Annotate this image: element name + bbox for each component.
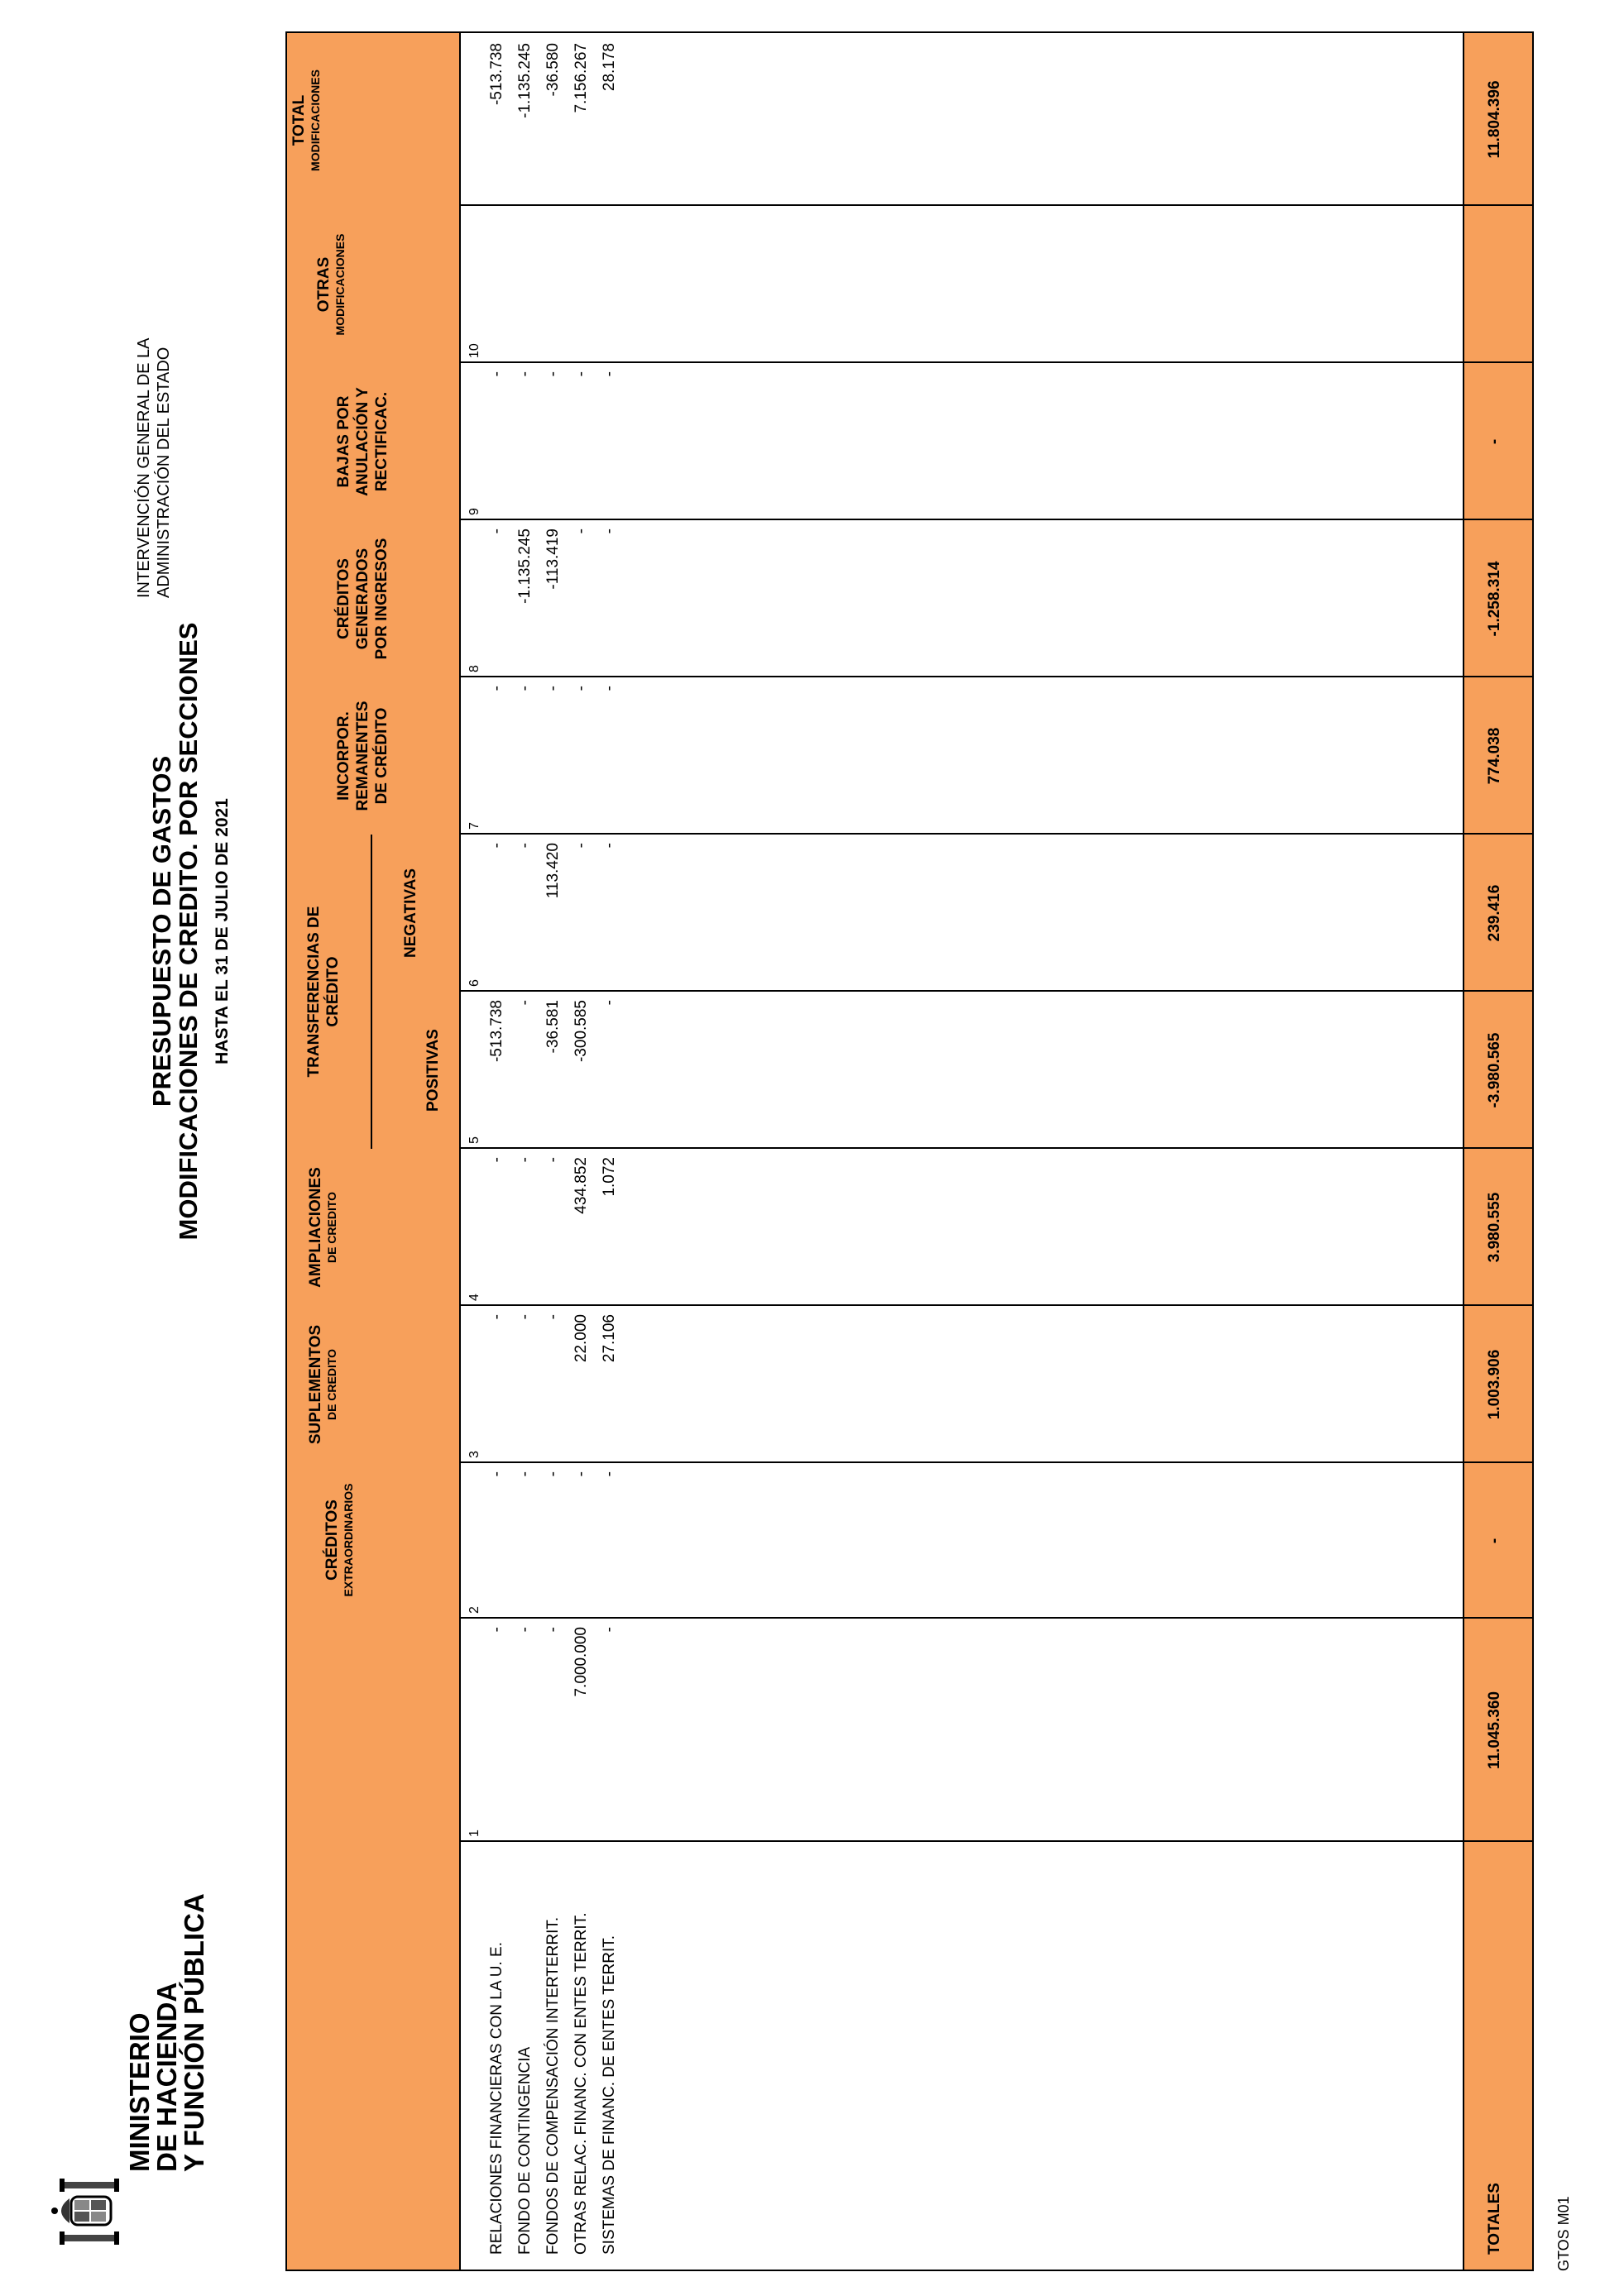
col-number: 10 [467,343,481,358]
table-row-label: SISTEMAS DE FINANC. DE ENTES TERRIT. [601,1935,618,2255]
table-cell: - [516,1471,534,1477]
table-cell: 7.000.000 [572,1627,590,1697]
totals-cell: -1.258.314 [1486,561,1503,637]
table-cell: 1.072 [601,1157,618,1197]
table-cell: - [516,1314,534,1320]
col-header-positivas: POSITIVAS [424,1029,442,1112]
table-frame [285,31,1534,2271]
table-cell: - [516,1157,534,1163]
table-row-label: FONDO DE CONTINGENCIA [516,2046,534,2255]
col-header-ampliaciones: AMPLIACIONES DE CREDITO [307,1167,338,1288]
table-row-label: OTRAS RELAC. FINANC. CON ENTES TERRIT. [572,1912,590,2255]
table-cell: - [572,529,590,534]
table-cell: - [516,1627,534,1633]
table-row-label: RELACIONES FINANCIERAS CON LA U. E. [488,1942,505,2255]
col-number: 1 [467,1830,481,1837]
table-row-label: FONDOS DE COMPENSACIÓN INTERTERRIT. [544,1916,562,2255]
table-cell: - [572,686,590,691]
table-cell: -1.135.245 [516,43,534,118]
table-cell: - [601,529,618,534]
totals-label: TOTALES [1486,2183,1503,2255]
col-number: 4 [467,1294,481,1301]
col-number: 2 [467,1606,481,1614]
col-header-negativas: NEGATIVAS [402,868,419,959]
totals-cell: 774.038 [1486,727,1503,785]
table-cell: - [544,1627,562,1633]
table-cell: - [572,843,590,849]
table-cell: - [488,1471,505,1477]
col-header-incorporaciones: INCORPOR. REMANENTES DE CRÉDITO [335,701,390,811]
table-cell: - [544,686,562,691]
table-cell: - [516,843,534,849]
table-cell: -513.738 [488,1000,505,1063]
col-number: 5 [467,1136,481,1144]
table-cell: - [488,1157,505,1163]
col-header-generados: CRÉDITOS GENERADOS POR INGRESOS [335,538,390,660]
totals-cell: 3.980.555 [1486,1192,1503,1263]
table-cell: - [488,1627,505,1633]
table-cell: -513.738 [488,43,505,106]
table-cell: - [601,1000,618,1006]
table-cell: - [601,371,618,377]
table-cell: - [601,1471,618,1477]
totals-cell: - [1486,438,1503,445]
table-cell: -36.581 [544,1000,562,1054]
col-number: 3 [467,1451,481,1458]
table-cell: 22.000 [572,1314,590,1363]
table-cell: - [544,371,562,377]
col-header-total: TOTAL MODIFICACIONES [290,69,322,171]
table-cell: -113.419 [544,529,562,590]
col-number: 7 [467,822,481,830]
table-cell: - [516,1000,534,1006]
col-header-creditos-extraordinarios: CRÉDITOS EXTRAORDINARIOS [323,1483,355,1597]
table-cell: - [601,1627,618,1633]
table-cell: - [544,1314,562,1320]
table-cell: - [516,371,534,377]
col-header-bajas: BAJAS POR ANULACIÓN Y RECTIFICAC. [335,387,390,496]
table-cell: 27.106 [601,1314,618,1363]
table-cell: - [544,1471,562,1477]
col-header-suplementos: SUPLEMENTOS DE CREDITO [307,1324,338,1445]
totals-cell: 11.804.396 [1486,80,1503,159]
table-cell: - [488,843,505,849]
totals-cell: - [1486,1538,1503,1544]
title-line-1: PRESUPUESTO DE GASTOS [147,755,176,1107]
table-cell: -1.135.245 [516,529,534,604]
col-number: 8 [467,665,481,672]
table-cell: - [572,371,590,377]
table-cell: 434.852 [572,1157,590,1214]
table-cell: - [488,1314,505,1320]
table-cell: 113.420 [544,843,562,899]
table-cell: - [488,371,505,377]
table-cell: - [544,1157,562,1163]
col-header-otras: OTRAS MODIFICACIONES [315,233,347,336]
col-number: 9 [467,508,481,515]
totals-cell: -3.980.565 [1486,1032,1503,1108]
table-cell: 7.156.267 [572,43,590,113]
table-cell: - [488,529,505,534]
report-date: HASTA EL 31 DE JULIO DE 2021 [213,798,232,1064]
table-cell: -300.585 [572,1000,590,1063]
totals-cell: 1.003.906 [1486,1349,1503,1420]
table-cell: -36.580 [544,43,562,97]
form-code: GTOS M01 [1555,2196,1572,2271]
table-cell: 28.178 [601,43,618,92]
ministry-name: MINISTERIO DE HACIENDA Y FUNCIÓN PÚBLICA [124,1893,209,2172]
table-cell: - [601,686,618,691]
totals-cell: 239.416 [1486,884,1503,942]
table-cell: - [601,843,618,849]
coat-of-arms-icon [48,2177,129,2246]
igae-label: INTERVENCIÓN GENERAL DE LA ADMINISTRACIÓN DEL ESTADO [135,337,173,598]
table-cell: - [488,686,505,691]
col-group-transferencias: TRANSFERENCIAS DE CRÉDITO [305,906,342,1078]
table-cell: - [516,686,534,691]
col-number: 6 [467,979,481,987]
table-cell: - [572,1471,590,1477]
title-line-2: MODIFICACIONES DE CREDITO. POR SECCIONES [174,622,203,1241]
totals-cell: 11.045.360 [1486,1691,1503,1770]
